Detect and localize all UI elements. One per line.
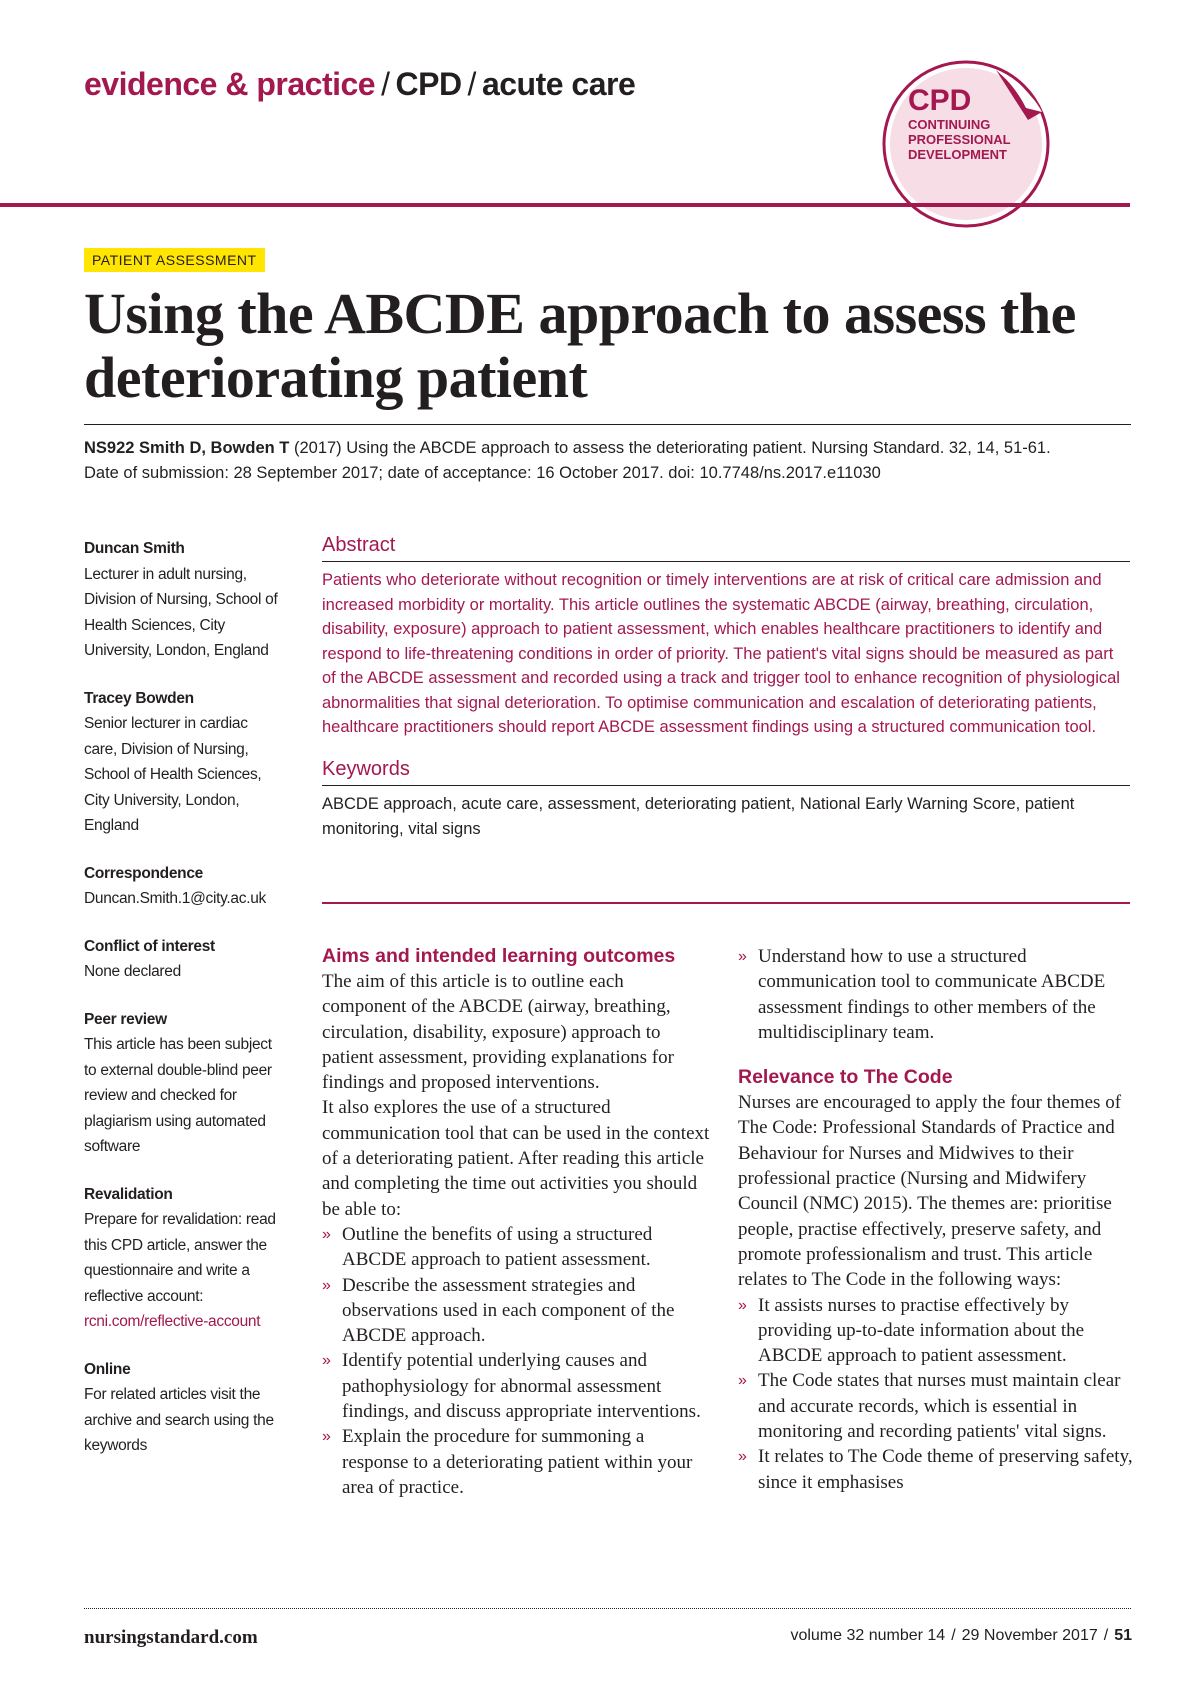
body-column-left <box>322 944 712 1500</box>
keywords-text: ABCDE approach, acute care, assessment, deteriorating patient, National Early Warning Score, patient monitoring, vital signs <box>322 794 1075 838</box>
title-divider <box>84 424 1131 425</box>
code-heading: Relevance to The Code <box>738 1066 953 1089</box>
citation-authors: Smith D, Bowden T <box>139 439 290 457</box>
author-name: Duncan Smith <box>84 540 185 557</box>
list-item: » Understand how to use a structured communication tool to communicate ABCDE assessment findings to other members of the multidisciplinary team. <box>738 944 1138 1045</box>
footer-volume: volume 32 number 14 <box>790 1627 946 1644</box>
header-divider <box>0 203 1130 207</box>
revalidation-heading: Revalidation <box>84 1185 173 1203</box>
peer-review-heading: Peer review <box>84 1010 167 1028</box>
breadcrumb-separator: / <box>467 66 476 102</box>
body-column-right <box>738 944 1138 1495</box>
citation-code: NS922 <box>84 439 135 457</box>
badge-line-3: DEVELOPMENT <box>908 147 1007 162</box>
keywords-heading: Keywords <box>322 758 1130 786</box>
citation-dates: Date of submission: 28 September 2017; date of acceptance: 16 October 2017. doi: 10.7748/ns.2017.e11030 <box>84 464 881 482</box>
correspondence-email: Duncan.Smith.1@city.ac.uk <box>84 890 266 907</box>
abstract-section <box>322 534 1130 842</box>
section-cpd: CPD <box>395 66 462 102</box>
author-sidebar <box>84 536 284 1481</box>
list-item: » Explain the procedure for summoning a response to a deteriorating patient within your area of practice. <box>322 1424 712 1500</box>
footer-issue-info <box>790 1627 1132 1645</box>
correspondence-heading: Correspondence <box>84 864 203 882</box>
author-affiliation: Senior lecturer in cardiac care, Division of Nursing, School of Health Sciences, City University, London, England <box>84 715 262 834</box>
online-text: For related articles visit the archive and search using the keywords <box>84 1386 274 1454</box>
section-acute-care: acute care <box>481 66 636 102</box>
reflective-account-link[interactable]: rcni.com/reflective-account <box>84 1313 261 1330</box>
abstract-text: Patients who deteriorate without recognition or timely interventions are at risk of critical care admission and increased morbidity or mortality. This article outlines the systematic ABCDE (airway, breathing, circulation, disability, exposure) approach to patient assessment, which enables healthcare practitioners to identify and respond to life-threatening conditions in order of priority. The patient's vital signs should be measured as part of the ABCDE assessment and recorded using a track and trigger tool to enhance recognition of physiological abnormalities that signal deterioration. To optimise communication and escalation of deteriorating patients, healthcare practitioners should report ABCDE assessment findings using a structured communication tool. <box>322 571 1120 736</box>
online-heading: Online <box>84 1360 131 1378</box>
badge-line-2: PROFESSIONAL <box>908 132 1011 147</box>
footer-separator: / <box>1103 1627 1109 1644</box>
footer-divider <box>84 1608 1131 1609</box>
badge-line-1: CONTINUING <box>908 117 991 132</box>
list-item: » It assists nurses to practise effectively by providing up-to-date information about the ABCDE approach to patient assessment. <box>738 1293 1138 1369</box>
aims-paragraph: It also explores the use of a structured communication tool that can be used in the context of a deteriorating patient. After reading this article and completing the time out activities you should be able to: <box>322 1097 710 1220</box>
conflict-heading: Conflict of interest <box>84 937 215 955</box>
code-paragraph: Nurses are encouraged to apply the four themes of The Code: Professional Standards of Practice and Behaviour for Nurses and Midwives to their professional practice (Nursing and Midwifery Council (NMC) 2015). The themes are: prioritise people, practise effectively, preserve safety, and promote professionalism and trust. This article relates to The Code in the following ways: <box>738 1092 1122 1291</box>
list-item: » Identify potential underlying causes and pathophysiology for abnormal assessment findings, and discuss appropriate interventions. <box>322 1348 712 1424</box>
list-item: » The Code states that nurses must maintain clear and accurate records, which is essential in monitoring and recording patients' vital signs. <box>738 1368 1138 1444</box>
page-number: 51 <box>1114 1627 1132 1644</box>
aims-heading: Aims and intended learning outcomes <box>322 945 676 967</box>
author-affiliation: Lecturer in adult nursing, Division of Nursing, School of Health Sciences, City University, London, England <box>84 565 278 659</box>
list-item: » Outline the benefits of using a structured ABCDE approach to patient assessment. <box>322 1222 712 1273</box>
badge-title: CPD <box>908 84 972 117</box>
section-breadcrumb <box>84 66 635 103</box>
conflict-text: None declared <box>84 963 181 980</box>
section-evidence-practice: evidence & practice <box>84 66 376 102</box>
footer-date: 29 November 2017 <box>961 1627 1098 1644</box>
list-item: » It relates to The Code theme of preserving safety, since it emphasises <box>738 1444 1138 1495</box>
code-list <box>738 1293 1138 1495</box>
category-tag: PATIENT ASSESSMENT <box>84 248 265 272</box>
abstract-heading: Abstract <box>322 534 1130 562</box>
citation-reference: (2017) Using the ABCDE approach to assess the deteriorating patient. Nursing Standard. 32, 14, 51-61. <box>293 439 1051 457</box>
footer-separator: / <box>951 1627 956 1644</box>
revalidation-text: Prepare for revalidation: read this CPD article, answer the questionnaire and write a reflective account: <box>84 1211 276 1305</box>
citation <box>84 436 1144 486</box>
list-item: » Describe the assessment strategies and observations used in each component of the ABCDE approach. <box>322 1273 712 1349</box>
breadcrumb-separator: / <box>381 66 390 102</box>
footer-site[interactable]: nursingstandard.com <box>84 1627 258 1648</box>
peer-review-text: This article has been subject to external double-blind peer review and checked for plagiarism using automated software <box>84 1036 272 1155</box>
learning-outcomes-list <box>322 1222 712 1500</box>
author-name: Tracey Bowden <box>84 689 194 707</box>
article-title: Using the ABCDE approach to assess the deteriorating patient <box>84 281 1076 410</box>
aims-paragraph: The aim of this article is to outline each component of the ABCDE (airway, breathing, circulation, disability, exposure) approach to patient assessment, providing explanations for findings and proposed interventions. <box>322 971 674 1094</box>
learning-outcomes-list-continued <box>738 944 1138 1045</box>
abstract-divider <box>322 902 1130 904</box>
